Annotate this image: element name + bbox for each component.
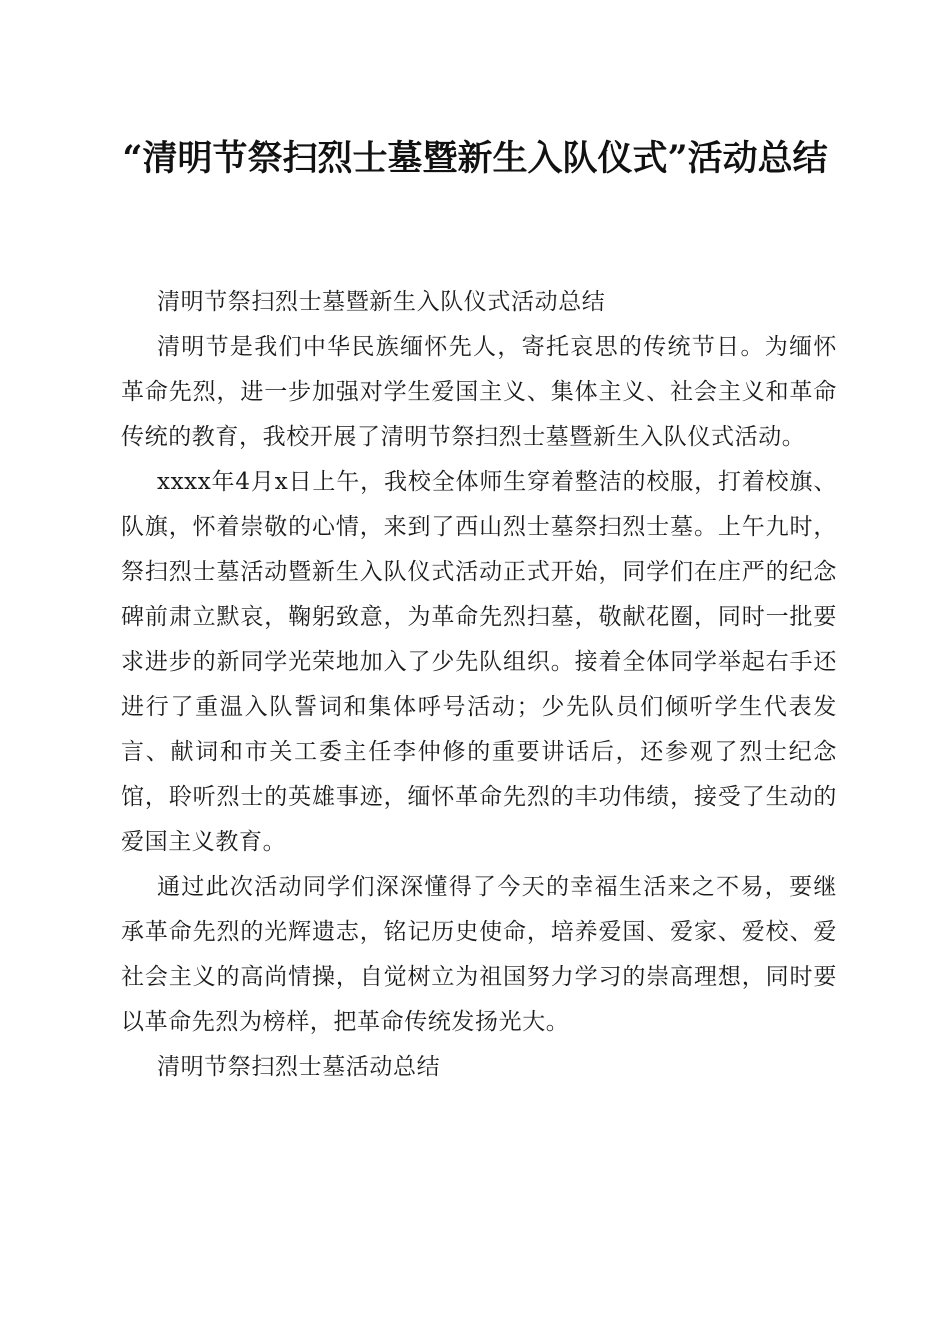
document-title: “清明节祭扫烈士墓暨新生入队仪式”活动总结 xyxy=(122,138,828,179)
paragraph-event: xxxx年4月x日上午，我校全体师生穿着整洁的校服，打着校旗、队旗，怀着崇敬的心情，来到了西山烈士墓祭扫烈士墓。上午九时，祭扫烈士墓活动暨新生入队仪式活动正式开始，同学们在庄严的纪念碑前肃立默哀，鞠躬致意，为革命先烈扫墓，敬献花圈，同时一批要求进步的新同学光荣地加入了少先队组织。接着全体同学举起右手还进行了重温入队誓词和集体呼号活动；少先队员们倾听学生代表发言、献词和市关工委主任李仲修的重要讲话后，还参观了烈士纪念馆，聆听烈士的英雄事迹，缅怀革命先烈的丰功伟绩，接受了生动的爱国主义教育。 xyxy=(121,469,837,855)
paragraph-conclusion: 通过此次活动同学们深深懂得了今天的幸福生活来之不易，要继承革命先烈的光辉遗志，铭记历史使命，培养爱国、爱家、爱校、爱社会主义的高尚情操，自觉树立为祖国努力学习的崇高理想，同时要以革命先烈为榜样，把革命传统发扬光大。 xyxy=(121,874,837,1035)
paragraph-next-heading: 清明节祭扫烈士墓活动总结 xyxy=(157,1054,441,1080)
document-body xyxy=(121,280,837,1090)
paragraph-subtitle: 清明节祭扫烈士墓暨新生入队仪式活动总结 xyxy=(157,289,606,315)
paragraph-intro: 清明节是我们中华民族缅怀先人，寄托哀思的传统节日。为缅怀革命先烈，进一步加强对学生爱国主义、集体主义、社会主义和革命传统的教育，我校开展了清明节祭扫烈士墓暨新生入队仪式活动。 xyxy=(121,334,837,450)
